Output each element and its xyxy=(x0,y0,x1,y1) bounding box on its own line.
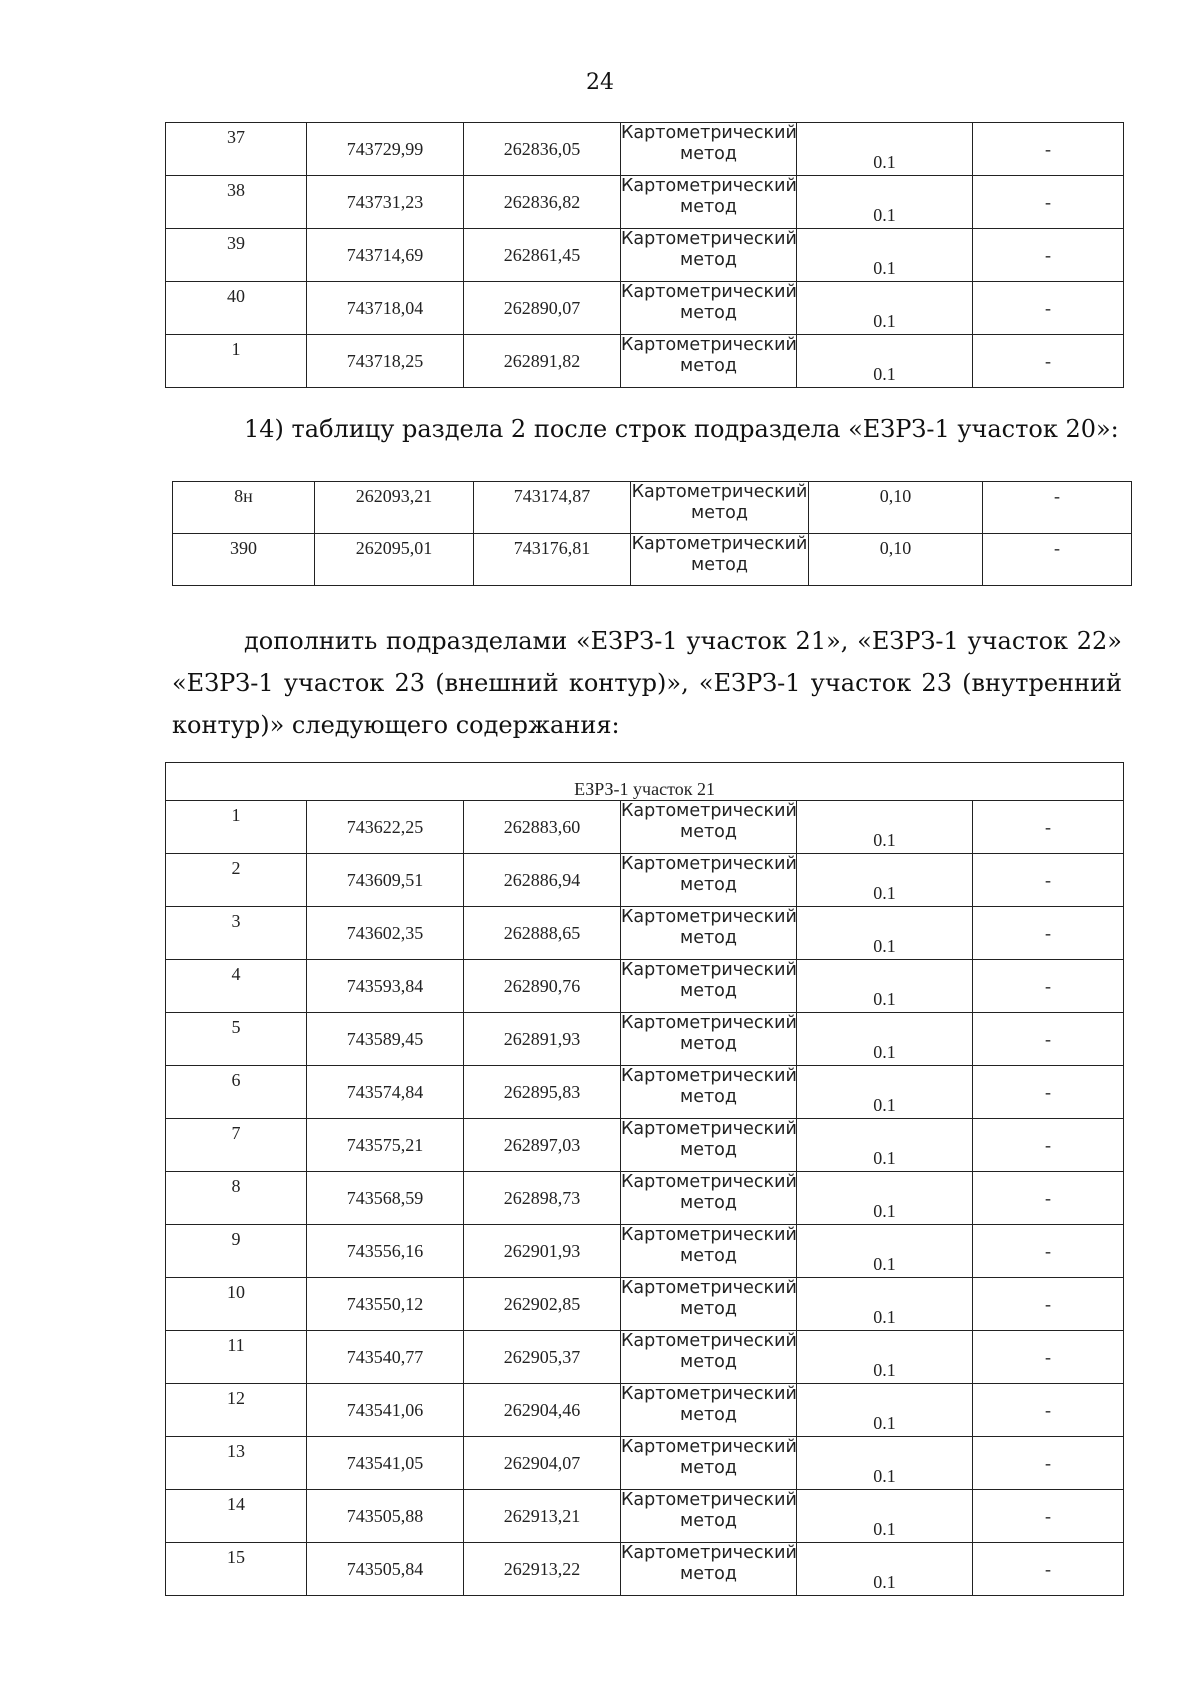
table-body xyxy=(173,482,1132,586)
method-cell: Картометрический метод xyxy=(621,1490,797,1543)
note-cell: - xyxy=(973,1384,1124,1437)
coordinates-table-bottom xyxy=(165,762,1124,1596)
point-number-cell: 1 xyxy=(166,801,307,854)
point-number-cell: 38 xyxy=(166,176,307,229)
point-number-cell: 7 xyxy=(166,1119,307,1172)
x-coordinate-cell: 743505,88 xyxy=(307,1490,464,1543)
accuracy-cell: 0.1 xyxy=(797,1225,973,1278)
accuracy-cell: 0.1 xyxy=(797,960,973,1013)
accuracy-cell: 0.1 xyxy=(797,335,973,388)
table-body xyxy=(166,123,1124,388)
point-number-cell: 15 xyxy=(166,1543,307,1596)
x-coordinate-cell: 743541,05 xyxy=(307,1437,464,1490)
y-coordinate-cell: 262902,85 xyxy=(464,1278,621,1331)
table-title-row xyxy=(166,763,1124,801)
note-cell: - xyxy=(973,1066,1124,1119)
accuracy-cell: 0.1 xyxy=(797,1490,973,1543)
note-cell: - xyxy=(973,282,1124,335)
method-cell: Картометрический метод xyxy=(621,907,797,960)
note-cell: - xyxy=(973,176,1124,229)
x-coordinate-cell: 743718,25 xyxy=(307,335,464,388)
method-cell: Картометрический метод xyxy=(621,123,797,176)
x-coordinate-cell: 743541,06 xyxy=(307,1384,464,1437)
note-cell: - xyxy=(983,534,1132,586)
note-cell: - xyxy=(973,1225,1124,1278)
note-cell: - xyxy=(973,1013,1124,1066)
note-cell: - xyxy=(973,1490,1124,1543)
point-number-cell: 40 xyxy=(166,282,307,335)
x-coordinate-cell: 743540,77 xyxy=(307,1331,464,1384)
x-coordinate-cell: 743575,21 xyxy=(307,1119,464,1172)
y-coordinate-cell: 743176,81 xyxy=(474,534,631,586)
y-coordinate-cell: 262890,76 xyxy=(464,960,621,1013)
table-row xyxy=(166,1437,1124,1490)
method-cell: Картометрический метод xyxy=(631,482,809,534)
y-coordinate-cell: 743174,87 xyxy=(474,482,631,534)
method-cell: Картометрический метод xyxy=(621,1384,797,1437)
method-cell: Картометрический метод xyxy=(621,1013,797,1066)
note-cell: - xyxy=(973,1278,1124,1331)
note-cell: - xyxy=(973,854,1124,907)
point-number-cell: 11 xyxy=(166,1331,307,1384)
accuracy-cell: 0.1 xyxy=(797,282,973,335)
x-coordinate-cell: 262093,21 xyxy=(315,482,474,534)
table-row xyxy=(166,335,1124,388)
x-coordinate-cell: 262095,01 xyxy=(315,534,474,586)
method-cell: Картометрический метод xyxy=(621,1543,797,1596)
y-coordinate-cell: 262913,21 xyxy=(464,1490,621,1543)
coordinates-table-middle xyxy=(172,481,1132,586)
accuracy-cell: 0.1 xyxy=(797,801,973,854)
table-row xyxy=(166,1490,1124,1543)
accuracy-cell: 0.1 xyxy=(797,907,973,960)
point-number-cell: 9 xyxy=(166,1225,307,1278)
y-coordinate-cell: 262888,65 xyxy=(464,907,621,960)
accuracy-cell: 0.1 xyxy=(797,1172,973,1225)
accuracy-cell: 0.1 xyxy=(797,1384,973,1437)
method-cell: Картометрический метод xyxy=(621,176,797,229)
x-coordinate-cell: 743593,84 xyxy=(307,960,464,1013)
table-row xyxy=(166,1331,1124,1384)
accuracy-cell: 0,10 xyxy=(809,482,983,534)
y-coordinate-cell: 262913,22 xyxy=(464,1543,621,1596)
y-coordinate-cell: 262904,46 xyxy=(464,1384,621,1437)
note-cell: - xyxy=(973,1119,1124,1172)
y-coordinate-cell: 262883,60 xyxy=(464,801,621,854)
coordinates-table-top xyxy=(165,122,1124,388)
table-row xyxy=(166,229,1124,282)
table-row xyxy=(173,534,1132,586)
point-number-cell: 12 xyxy=(166,1384,307,1437)
table-row xyxy=(173,482,1132,534)
y-coordinate-cell: 262836,05 xyxy=(464,123,621,176)
method-cell: Картометрический метод xyxy=(621,1066,797,1119)
point-number-cell: 6 xyxy=(166,1066,307,1119)
point-number-cell: 14 xyxy=(166,1490,307,1543)
point-number-cell: 8 xyxy=(166,1172,307,1225)
accuracy-cell: 0.1 xyxy=(797,1331,973,1384)
point-number-cell: 10 xyxy=(166,1278,307,1331)
point-number-cell: 13 xyxy=(166,1437,307,1490)
point-number-cell: 4 xyxy=(166,960,307,1013)
accuracy-cell: 0.1 xyxy=(797,123,973,176)
x-coordinate-cell: 743568,59 xyxy=(307,1172,464,1225)
table-row xyxy=(166,1384,1124,1437)
point-number-cell: 37 xyxy=(166,123,307,176)
table-row xyxy=(166,176,1124,229)
accuracy-cell: 0.1 xyxy=(797,1278,973,1331)
point-number-cell: 1 xyxy=(166,335,307,388)
table-row xyxy=(166,1119,1124,1172)
x-coordinate-cell: 743714,69 xyxy=(307,229,464,282)
point-number-cell: 390 xyxy=(173,534,315,586)
table-row xyxy=(166,907,1124,960)
accuracy-cell: 0.1 xyxy=(797,1066,973,1119)
x-coordinate-cell: 743550,12 xyxy=(307,1278,464,1331)
method-cell: Картометрический метод xyxy=(621,335,797,388)
note-cell: - xyxy=(983,482,1132,534)
method-cell: Картометрический метод xyxy=(621,1278,797,1331)
method-cell: Картометрический метод xyxy=(621,1225,797,1278)
table-row xyxy=(166,1278,1124,1331)
point-number-cell: 8н xyxy=(173,482,315,534)
table-row xyxy=(166,1013,1124,1066)
accuracy-cell: 0.1 xyxy=(797,1119,973,1172)
method-cell: Картометрический метод xyxy=(621,1172,797,1225)
y-coordinate-cell: 262904,07 xyxy=(464,1437,621,1490)
table-row xyxy=(166,282,1124,335)
point-number-cell: 5 xyxy=(166,1013,307,1066)
y-coordinate-cell: 262905,37 xyxy=(464,1331,621,1384)
table-row xyxy=(166,123,1124,176)
note-cell: - xyxy=(973,1437,1124,1490)
table-row xyxy=(166,1066,1124,1119)
method-cell: Картометрический метод xyxy=(621,229,797,282)
table-row xyxy=(166,801,1124,854)
table-row xyxy=(166,1543,1124,1596)
page-number: 24 xyxy=(586,70,614,95)
note-cell: - xyxy=(973,960,1124,1013)
note-cell: - xyxy=(973,1543,1124,1596)
method-cell: Картометрический метод xyxy=(621,1119,797,1172)
method-cell: Картометрический метод xyxy=(631,534,809,586)
accuracy-cell: 0,10 xyxy=(809,534,983,586)
x-coordinate-cell: 743602,35 xyxy=(307,907,464,960)
note-cell: - xyxy=(973,907,1124,960)
x-coordinate-cell: 743718,04 xyxy=(307,282,464,335)
note-cell: - xyxy=(973,229,1124,282)
section-heading: 14) таблицу раздела 2 после строк подраздела «ЕЗРЗ-1 участок 20»: xyxy=(244,415,1119,443)
accuracy-cell: 0.1 xyxy=(797,1437,973,1490)
method-cell: Картометрический метод xyxy=(621,854,797,907)
note-cell: - xyxy=(973,335,1124,388)
method-cell: Картометрический метод xyxy=(621,282,797,335)
table-row xyxy=(166,854,1124,907)
body-paragraph: дополнить подразделами «ЕЗРЗ-1 участок 21», «ЕЗРЗ-1 участок 22» «ЕЗРЗ-1 участок 23 (внешний контур)», «ЕЗРЗ-1 участок 23 (внутренний контур)» следующего содержания: xyxy=(172,627,1122,739)
x-coordinate-cell: 743729,99 xyxy=(307,123,464,176)
accuracy-cell: 0.1 xyxy=(797,1013,973,1066)
x-coordinate-cell: 743731,23 xyxy=(307,176,464,229)
method-cell: Картометрический метод xyxy=(621,801,797,854)
table-title: ЕЗРЗ-1 участок 21 xyxy=(166,763,1124,801)
accuracy-cell: 0.1 xyxy=(797,229,973,282)
y-coordinate-cell: 262861,45 xyxy=(464,229,621,282)
accuracy-cell: 0.1 xyxy=(797,176,973,229)
method-cell: Картометрический метод xyxy=(621,1331,797,1384)
accuracy-cell: 0.1 xyxy=(797,854,973,907)
table-row xyxy=(166,960,1124,1013)
table-row xyxy=(166,1225,1124,1278)
x-coordinate-cell: 743622,25 xyxy=(307,801,464,854)
x-coordinate-cell: 743574,84 xyxy=(307,1066,464,1119)
x-coordinate-cell: 743609,51 xyxy=(307,854,464,907)
method-cell: Картометрический метод xyxy=(621,960,797,1013)
method-cell: Картометрический метод xyxy=(621,1437,797,1490)
table-body xyxy=(166,763,1124,1596)
y-coordinate-cell: 262897,03 xyxy=(464,1119,621,1172)
y-coordinate-cell: 262895,83 xyxy=(464,1066,621,1119)
note-cell: - xyxy=(973,1331,1124,1384)
note-cell: - xyxy=(973,1172,1124,1225)
point-number-cell: 2 xyxy=(166,854,307,907)
y-coordinate-cell: 262891,82 xyxy=(464,335,621,388)
accuracy-cell: 0.1 xyxy=(797,1543,973,1596)
y-coordinate-cell: 262901,93 xyxy=(464,1225,621,1278)
point-number-cell: 3 xyxy=(166,907,307,960)
y-coordinate-cell: 262836,82 xyxy=(464,176,621,229)
y-coordinate-cell: 262886,94 xyxy=(464,854,621,907)
y-coordinate-cell: 262898,73 xyxy=(464,1172,621,1225)
note-cell: - xyxy=(973,801,1124,854)
table-row xyxy=(166,1172,1124,1225)
y-coordinate-cell: 262891,93 xyxy=(464,1013,621,1066)
point-number-cell: 39 xyxy=(166,229,307,282)
x-coordinate-cell: 743556,16 xyxy=(307,1225,464,1278)
x-coordinate-cell: 743589,45 xyxy=(307,1013,464,1066)
note-cell: - xyxy=(973,123,1124,176)
x-coordinate-cell: 743505,84 xyxy=(307,1543,464,1596)
y-coordinate-cell: 262890,07 xyxy=(464,282,621,335)
